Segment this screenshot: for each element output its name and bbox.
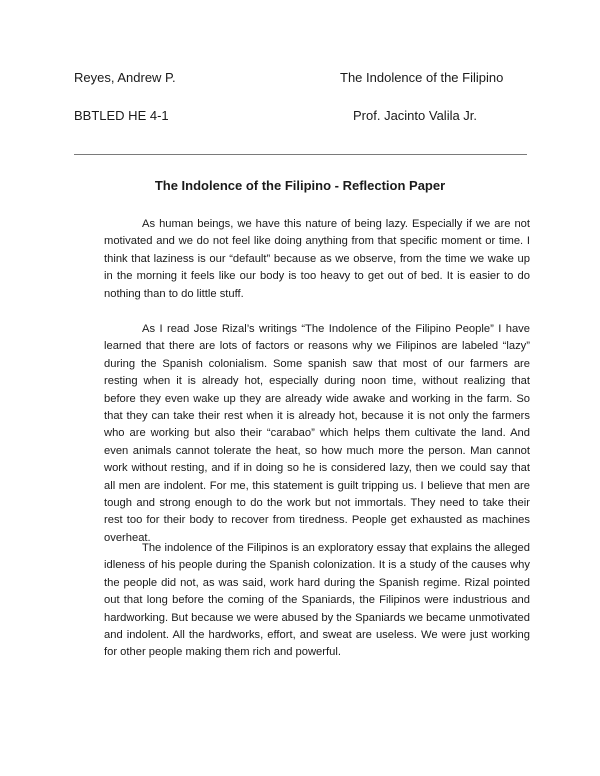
header-divider [74, 154, 527, 155]
class-section: BBTLED HE 4-1 [74, 108, 169, 123]
paragraph-3: The indolence of the Filipinos is an exploratory essay that explains the alleged idleness of his people during the Spanish colonization. It is a study of the causes why the people did not, as was said, work hard during the Spanish regime. Rizal pointed out that long before the coming of the Spaniards, the Filipinos were industrious and hardworking. But because we were abused by the Spaniards we became unmotivated and indolent. All the hardworks, effort, and sweat are useless. We were just working for other people making them rich and powerful. [104, 542, 530, 659]
paragraph-2: As I read Jose Rizal’s writings “The Indolence of the Filipino People” I have learned that there are lots of factors or reasons why we Filipinos are labeled “lazy” during the Spanish colonialism. Some spanish saw that most of our farmers are resting when it is already hot, especially during noon time, without realizing that before they even wake up they are already wide awake and working in the farm. So that they can take their rest when it is already hot, because it is not only the farmers who are working but also their “carabao” which helps them cultivate the land. And even animals cannot tolerate the heat, so how much more the person. Man cannot work without resting, and if in doing so he is considered lazy, then we could say that all men are indolent. For me, this statement is guilt tripping us. I believe that men are tough and strong enough to do the work but not immortals. They need to take their rest too for their body to recover from tiredness. People get exhausted as machines overheat. [104, 323, 530, 544]
paper-topic: The Indolence of the Filipino [340, 70, 504, 85]
page-title: The Indolence of the Filipino - Reflection Paper [154, 178, 446, 193]
author-name: Reyes, Andrew P. [74, 70, 176, 85]
paragraph-1: As human beings, we have this nature of being lazy. Especially if we are not motivated and we do not feel like doing anything from that specific moment or time. I think that laziness is our “default” because as we observe, from the time we wake up in the morning it feels like our body is too heavy to get out of bed. It is easier to do nothing than to do little stuff. [104, 218, 530, 300]
professor-name: Prof. Jacinto Valila Jr. [353, 108, 478, 123]
